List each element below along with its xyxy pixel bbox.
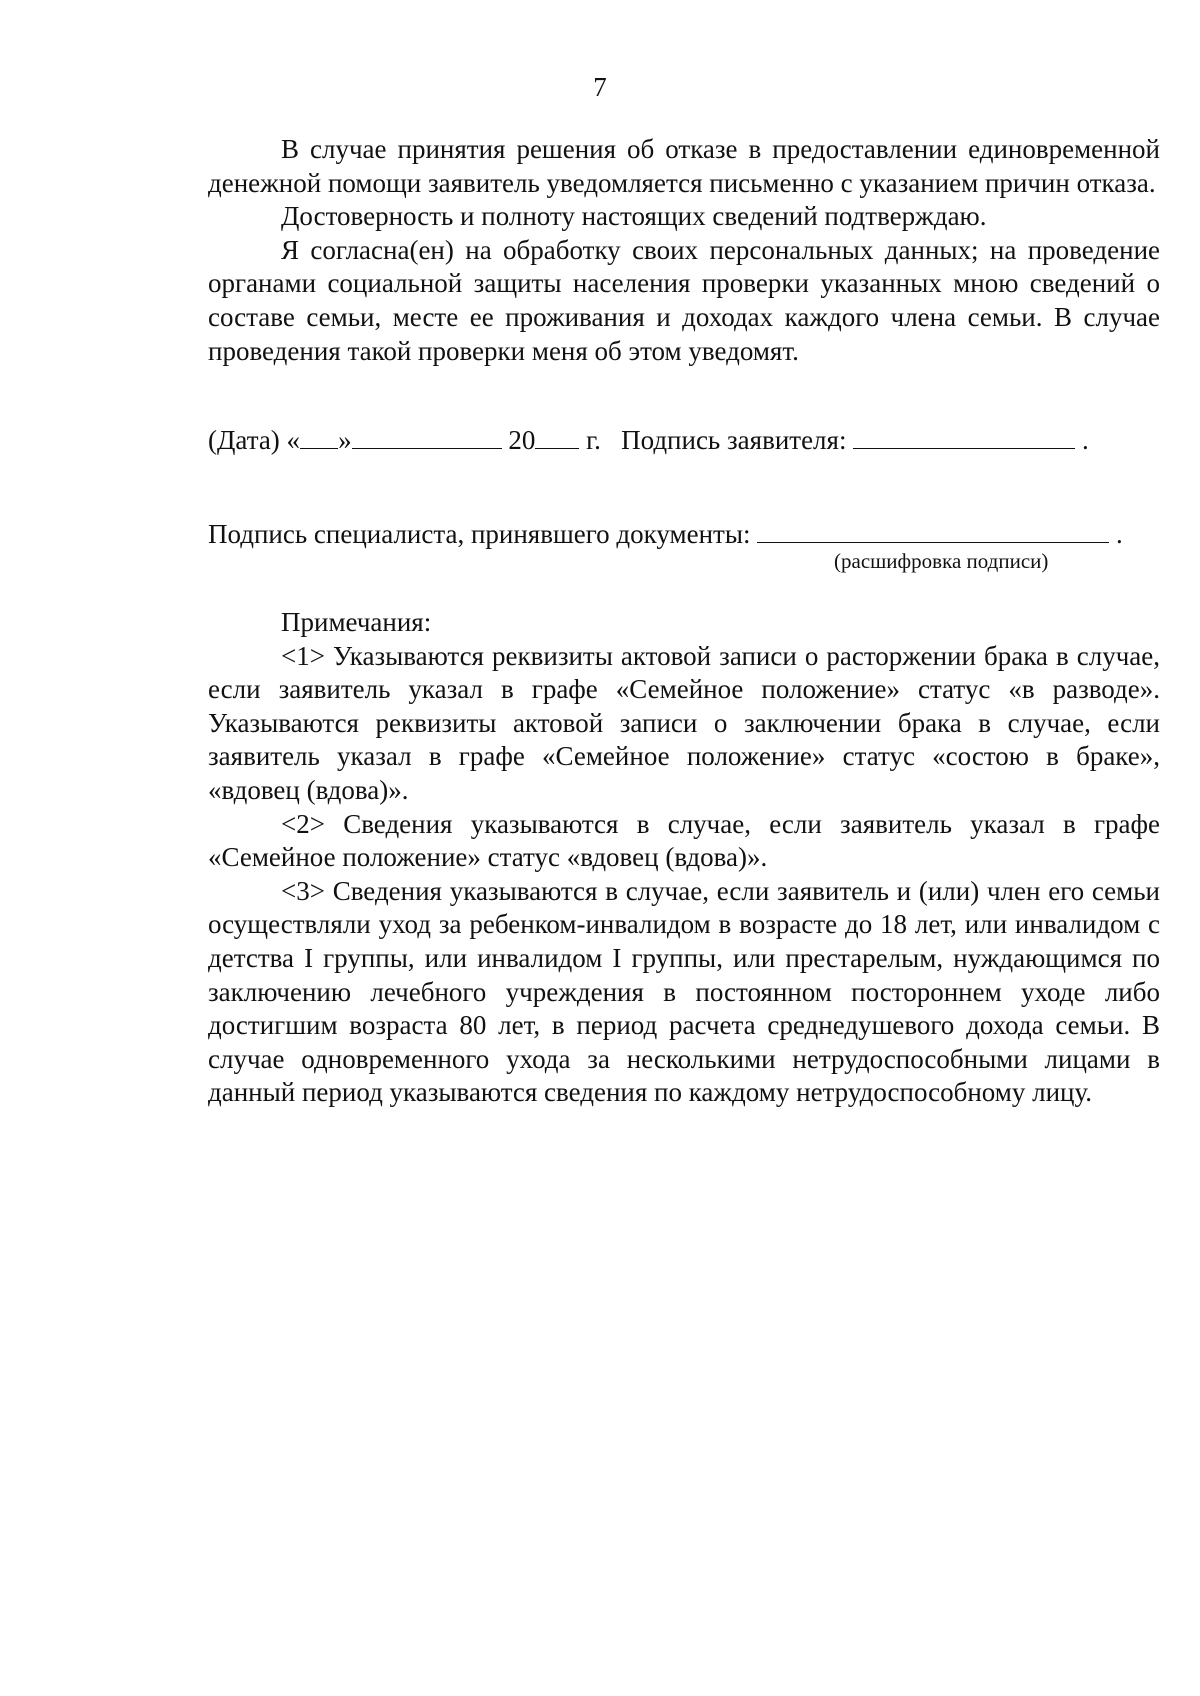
main-text: [208, 133, 1160, 368]
note-item-3: <3> Сведения указываются в случае, если заявитель и (или) член его семьи осуществляли уход за ребенком-инвалидом в возрасте до 18 лет, или инвалидом с детства I группы, или инвалидом I группы, или престарелым, нуждающимся по заключению лечебного учреждения в постоянном постороннем уходе либо достигшим возраста 80 лет, в период расчета среднедушевого дохода семьи. В случае одновременного ухода за несколькими нетрудоспособными лицами в данный период указываются сведения по каждому нетрудоспособному лицу.: [208, 875, 1160, 1108]
consent-paragraph: Я согласна(ен) на обработку своих персональных данных; на проведение органами социальной защиты населения проверки указанных мною сведений о составе семьи, месте ее проживания и доходах каждого члена семьи. В случае проведения такой проверки меня об этом уведомят.: [208, 234, 1160, 366]
specialist-signature-label: Подпись специалиста, принявшего документы:: [208, 519, 751, 549]
applicant-signature-end: .: [1081, 425, 1089, 455]
date-day-blank: [300, 424, 338, 449]
date-signature-line: [208, 423, 1089, 457]
year-blank: [535, 424, 579, 449]
note-item-1: <1> Указываются реквизиты актовой записи о расторжении брака в случае, если заявитель указал в графе «Семейное положение» статус «в разводе». Указываются реквизиты актовой записи о заключении брака в случае, если заявитель указал в графе «Семейное положение» статус «состою в браке», «вдовец (вдова)».: [208, 640, 1160, 805]
note-item-2: <2> Сведения указываются в случае, если заявитель указал в графе «Семейное положение» статус «вдовец (вдова)».: [208, 808, 1160, 873]
date-label: (Дата) «: [208, 425, 301, 455]
year-prefix: 20: [508, 425, 536, 455]
date-close-quote: »: [338, 425, 352, 455]
specialist-signature-end: .: [1115, 519, 1123, 549]
refusal-paragraph: В случае принятия решения об отказе в предоставлении единовременной денежной помощи заявитель уведомляется письменно с указанием причин отказа.: [208, 134, 1160, 198]
page-number: 7: [593, 72, 607, 102]
confirmation-paragraph: Достоверность и полноту настоящих сведений подтверждаю.: [281, 201, 987, 232]
year-suffix: г.: [586, 425, 601, 455]
signature-decode-caption: (расшифровка подписи): [834, 549, 1049, 573]
applicant-signature-blank: [853, 424, 1075, 449]
specialist-signature-blank: [757, 518, 1109, 543]
notes-title: Примечания:: [281, 607, 432, 637]
date-month-blank: [352, 424, 502, 449]
notes-section: [208, 606, 1160, 1110]
specialist-signature-line: [208, 517, 1123, 551]
applicant-signature-label: Подпись заявителя:: [621, 425, 847, 455]
